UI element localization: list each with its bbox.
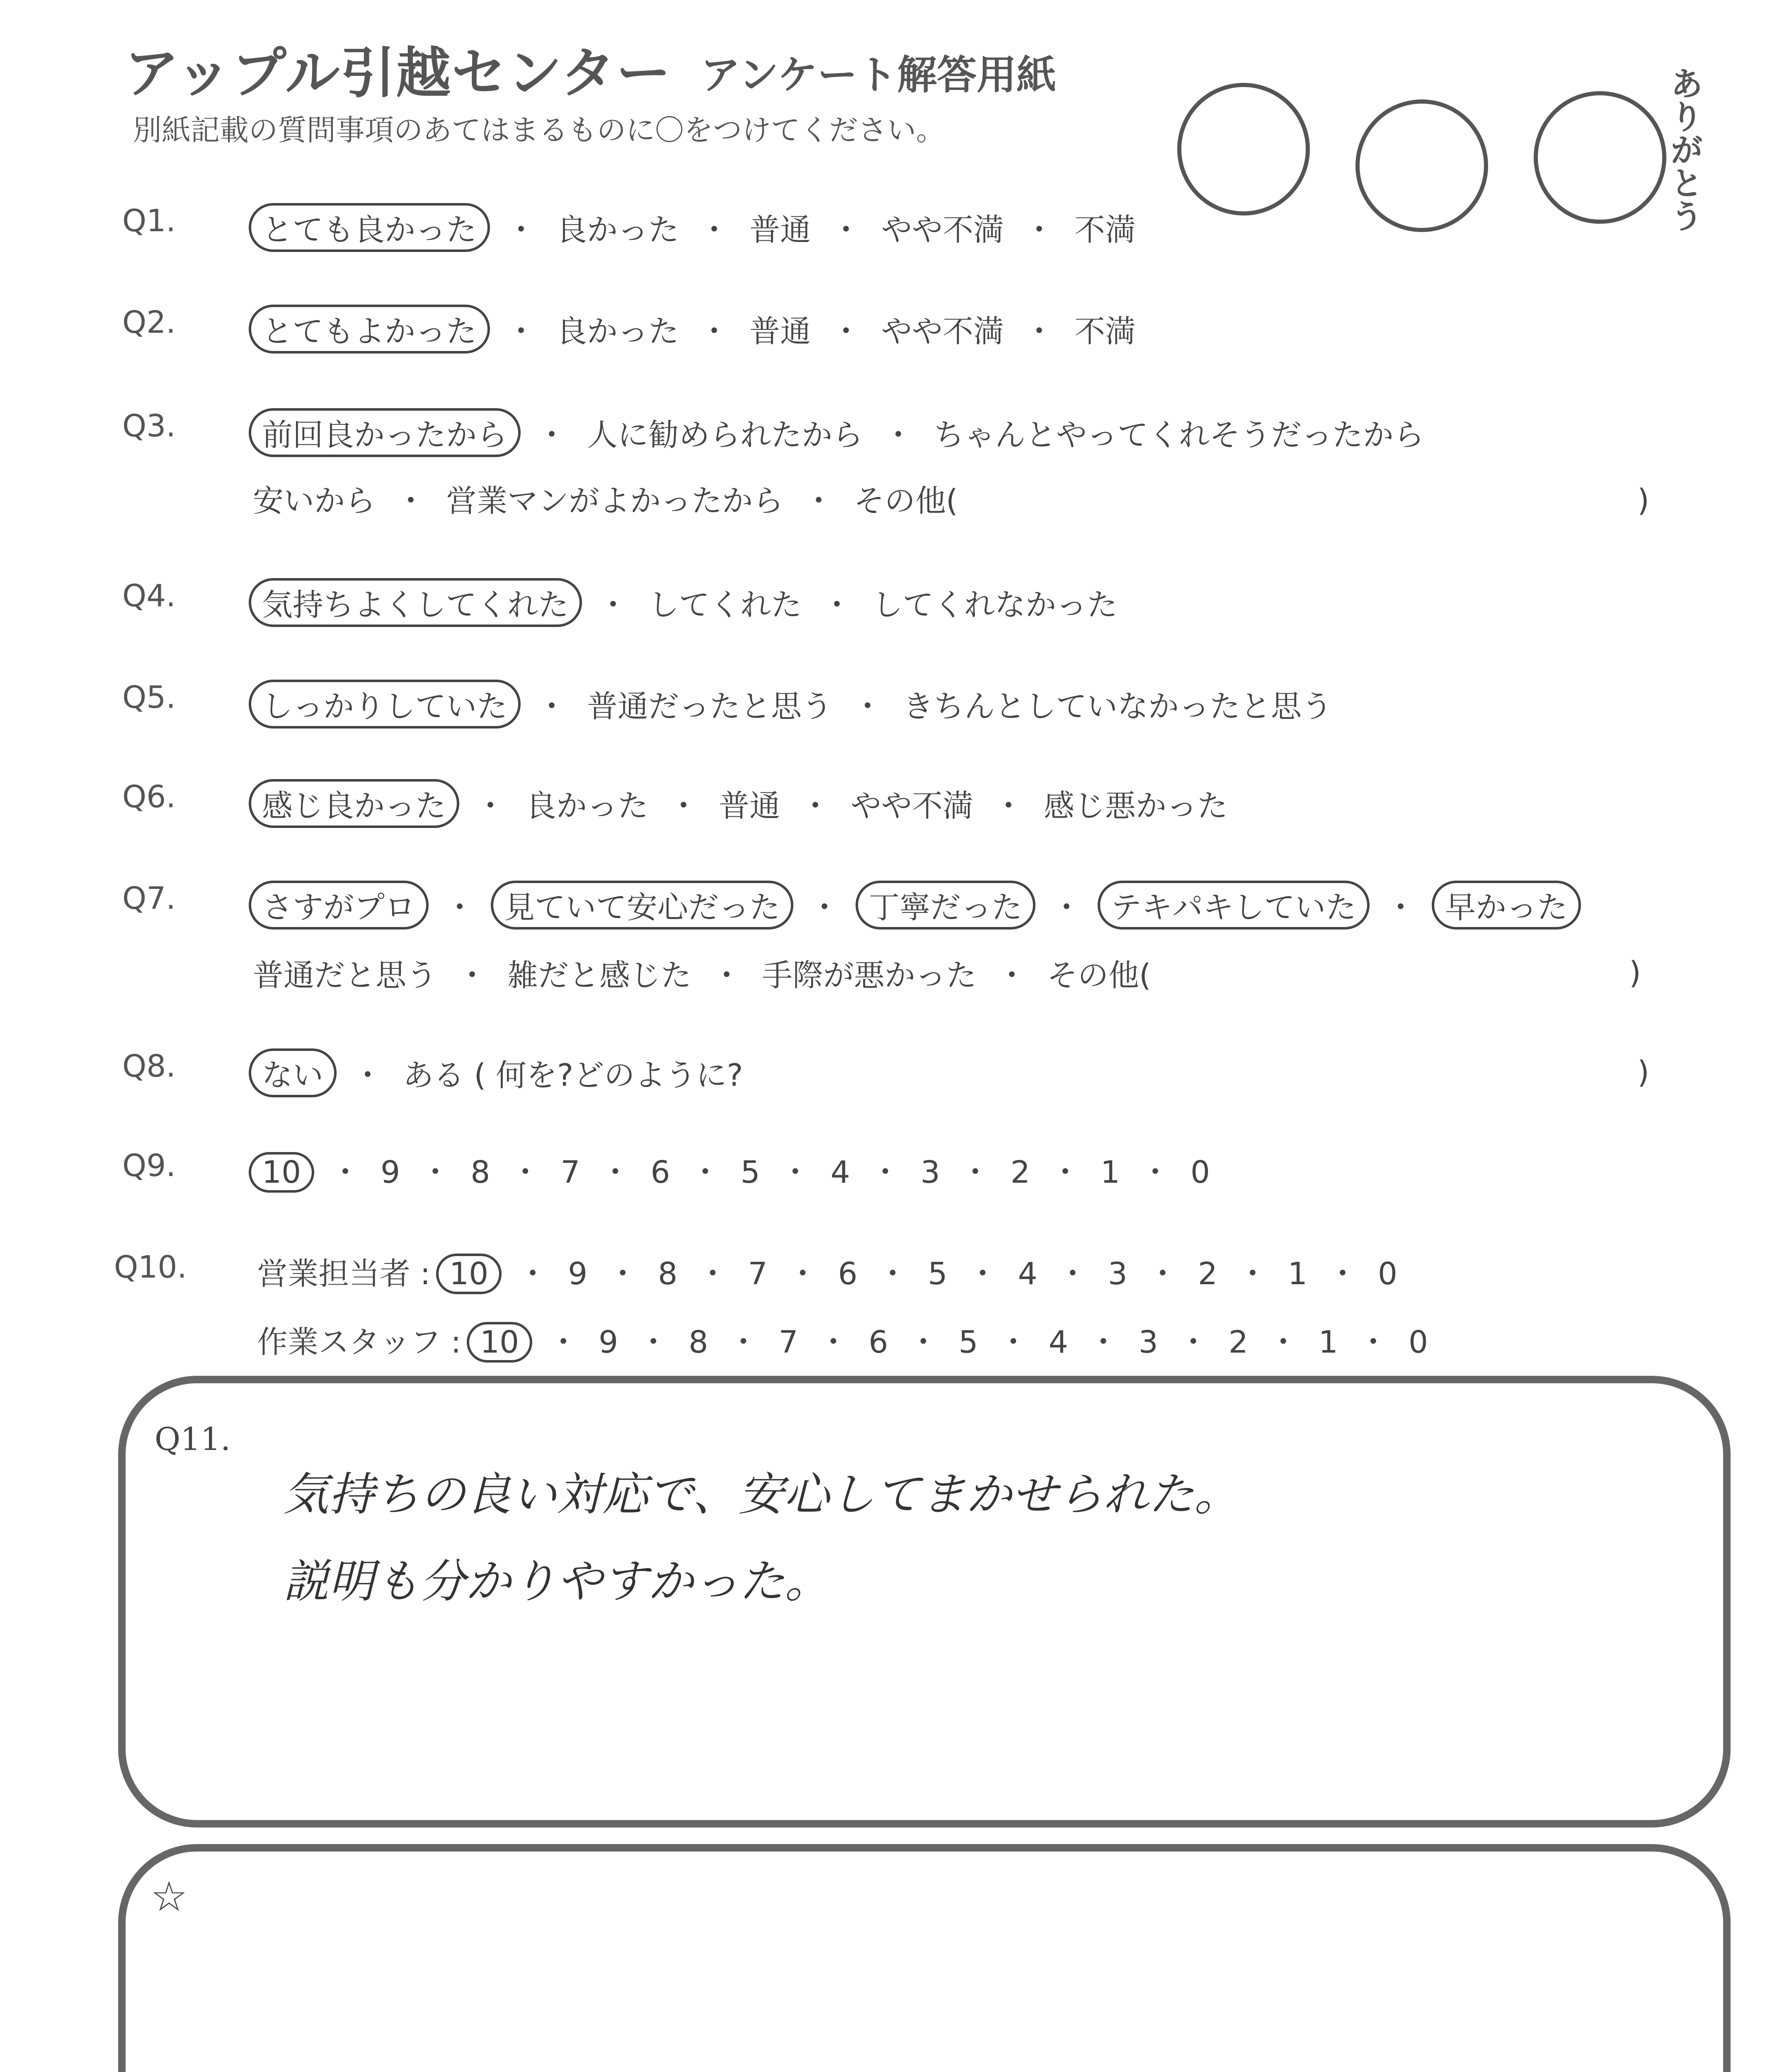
q7-option-circled[interactable]: テキパキしていた: [1098, 881, 1370, 929]
q6-option[interactable]: 普通: [719, 788, 780, 824]
q10-score[interactable]: 0: [1409, 1324, 1428, 1360]
q2-option[interactable]: 不満: [1074, 314, 1136, 349]
q10-sales-row: 営業担当者 : 10 ・ 9 ・ 8 ・ 7 ・ 6 ・ 5 ・ 4 ・ 3 ・ 2 ・ 1 ・ 0: [257, 1249, 1397, 1294]
mascot-group: [1161, 50, 1712, 265]
q1-option-circled[interactable]: とても良かった: [249, 203, 490, 252]
q9-score[interactable]: 6: [650, 1155, 670, 1190]
q3-option[interactable]: 安いから: [253, 483, 376, 519]
q3-option-other[interactable]: その他(: [854, 483, 958, 519]
q10-score[interactable]: 5: [958, 1324, 978, 1360]
q9-score[interactable]: 5: [740, 1155, 760, 1190]
q7-option-circled[interactable]: 丁寧だった: [856, 881, 1035, 929]
q10-score[interactable]: 5: [928, 1256, 948, 1292]
q10-score[interactable]: 0: [1378, 1256, 1398, 1292]
q6-label: Q6.: [122, 779, 176, 815]
q3-option[interactable]: ちゃんとやってくれそうだったから: [933, 417, 1424, 453]
q8-options: ない ・ ある ( 何を?どのように?: [253, 1048, 743, 1097]
q10-score[interactable]: 1: [1318, 1324, 1338, 1360]
q7-option-circled[interactable]: 見ていて安心だった: [491, 881, 793, 929]
q7-option-circled[interactable]: 早かった: [1432, 881, 1581, 929]
q3-option[interactable]: 人に勧められたから: [587, 417, 863, 453]
q8-option[interactable]: ある ( 何を?どのように?: [403, 1058, 743, 1093]
q10-score[interactable]: 2: [1228, 1324, 1248, 1360]
q10-score[interactable]: 7: [778, 1324, 798, 1360]
q8-close-paren: ): [1637, 1055, 1649, 1090]
star-comment-box[interactable]: [118, 1844, 1731, 2072]
q10-score[interactable]: 8: [658, 1256, 678, 1292]
q10-score[interactable]: 2: [1198, 1256, 1217, 1292]
q10-staff-row: 作業スタッフ : 10 ・ 9 ・ 8 ・ 7 ・ 6 ・ 5 ・ 4 ・ 3 ・ 2 ・ 1 ・ 0: [257, 1318, 1428, 1363]
q3-options-line2: 安いから ・ 営業マンがよかったから ・ その他(: [253, 483, 958, 519]
q7-option-other[interactable]: その他(: [1047, 958, 1151, 993]
q6-option-circled[interactable]: 感じ良かった: [249, 779, 459, 828]
q2-option[interactable]: やや不満: [881, 314, 1004, 349]
q10-score[interactable]: 3: [1138, 1324, 1158, 1360]
q2-options: とてもよかった ・ 良かった ・ 普通 ・ やや不満 ・ 不満: [253, 305, 1136, 353]
q11-label: Q11.: [155, 1421, 231, 1457]
q10-sales-score-circled[interactable]: 10: [436, 1254, 502, 1294]
star-icon: ☆: [150, 1872, 188, 1921]
q9-score[interactable]: 1: [1100, 1155, 1120, 1190]
q4-option[interactable]: してくれた: [648, 587, 802, 623]
q9-score[interactable]: 8: [470, 1155, 490, 1190]
mascot-thanks-text: ありがとう: [1665, 66, 1703, 232]
q10-score[interactable]: 7: [748, 1256, 768, 1292]
q10-score[interactable]: 8: [689, 1324, 708, 1360]
q10-score[interactable]: 6: [868, 1324, 888, 1360]
q10-staff-score-circled[interactable]: 10: [467, 1322, 532, 1363]
q5-label: Q5.: [122, 680, 176, 715]
q11-comment-box[interactable]: [118, 1376, 1731, 1828]
q10-score[interactable]: 4: [1048, 1324, 1068, 1360]
q2-option[interactable]: 良かった: [556, 314, 679, 349]
q3-option-circled[interactable]: 前回良かったから: [249, 408, 521, 457]
q8-label: Q8.: [122, 1048, 176, 1084]
q9-score[interactable]: 2: [1010, 1155, 1030, 1190]
q9-score[interactable]: 4: [830, 1155, 850, 1190]
q2-label: Q2.: [122, 305, 176, 340]
q1-option[interactable]: やや不満: [881, 212, 1004, 248]
q1-options: とても良かった ・ 良かった ・ 普通 ・ やや不満 ・ 不満: [253, 203, 1136, 252]
q7-options: さすがプロ ・ 見ていて安心だった ・ 丁寧だった ・ テキパキしていた ・ 早かった: [253, 881, 1577, 929]
q9-score-circled[interactable]: 10: [249, 1152, 314, 1193]
q2-option[interactable]: 普通: [749, 314, 811, 349]
q9-score[interactable]: 0: [1190, 1155, 1210, 1190]
q3-option[interactable]: 営業マンがよかったから: [446, 483, 783, 519]
q4-options: 気持ちよくしてくれた ・ してくれた ・ してくれなかった: [253, 578, 1118, 627]
q9-score[interactable]: 9: [381, 1155, 400, 1190]
q6-options: 感じ良かった ・ 良かった ・ 普通 ・ やや不満 ・ 感じ悪かった: [253, 779, 1228, 828]
q9-score[interactable]: 7: [560, 1155, 580, 1190]
q4-option-circled[interactable]: 気持ちよくしてくれた: [249, 578, 582, 627]
q3-options: 前回良かったから ・ 人に勧められたから ・ ちゃんとやってくれそうだったから: [253, 408, 1424, 457]
instruction-text: 別紙記載の質問事項のあてはまるものに〇をつけてください。: [133, 113, 945, 147]
q7-option[interactable]: 手際が悪かった: [762, 958, 977, 993]
q10-staff-label: 作業スタッフ :: [257, 1324, 461, 1360]
company-title: アップル引越センター: [124, 41, 672, 105]
q5-options: しっかりしていた ・ 普通だったと思う ・ きちんとしていなかったと思う: [253, 680, 1332, 729]
q6-option[interactable]: やや不満: [851, 788, 973, 824]
q9-score[interactable]: 3: [920, 1155, 940, 1190]
monkey-mascot-3: [1534, 91, 1666, 224]
form-subtitle: アンケート解答用紙: [701, 52, 1057, 98]
q7-option-circled[interactable]: さすがプロ: [249, 881, 429, 929]
q6-option[interactable]: 感じ悪かった: [1044, 788, 1228, 824]
q10-sales-label: 営業担当者 :: [257, 1256, 431, 1292]
q9-scale: 10 ・ 9 ・ 8 ・ 7 ・ 6 ・ 5 ・ 4 ・ 3 ・ 2 ・ 1 ・ 0: [253, 1148, 1210, 1193]
q1-option[interactable]: 良かった: [556, 212, 679, 248]
q7-close-paren: ): [1629, 955, 1641, 991]
q11-handwritten-line2: 説明も分かりやすかった。: [283, 1555, 830, 1608]
q10-score[interactable]: 6: [838, 1256, 858, 1292]
q7-label: Q7.: [122, 881, 176, 916]
q9-label: Q9.: [122, 1148, 176, 1184]
q6-option[interactable]: 良かった: [526, 788, 648, 824]
q7-option[interactable]: 雑だと感じた: [507, 958, 691, 993]
q10-score[interactable]: 9: [599, 1324, 618, 1360]
q4-label: Q4.: [122, 578, 176, 614]
q1-label: Q1.: [122, 203, 176, 239]
q10-score[interactable]: 4: [1018, 1256, 1038, 1292]
q10-label: Q10.: [114, 1249, 187, 1285]
q5-option[interactable]: 普通だったと思う: [587, 689, 832, 724]
q7-options-line2: 普通だと思う ・ 雑だと感じた ・ 手際が悪かった ・ その他(: [253, 958, 1151, 993]
q8-option-circled[interactable]: ない: [249, 1048, 337, 1097]
q5-option-circled[interactable]: しっかりしていた: [249, 680, 521, 729]
q3-close-paren: ): [1637, 483, 1649, 518]
q10-score[interactable]: 3: [1108, 1256, 1127, 1292]
monkey-mascot-2: [1355, 99, 1488, 232]
q5-option[interactable]: きちんとしていなかったと思う: [903, 689, 1332, 724]
q10-score[interactable]: 1: [1287, 1256, 1308, 1292]
q1-option[interactable]: 不満: [1074, 212, 1136, 248]
q10-score[interactable]: 9: [568, 1256, 588, 1292]
q1-option[interactable]: 普通: [749, 212, 811, 248]
q11-handwritten-line1: 気持ちの良い対応で、安心してまかせられた。: [283, 1468, 1240, 1521]
q4-option[interactable]: してくれなかった: [872, 587, 1118, 623]
q3-label: Q3.: [122, 408, 176, 444]
q7-option[interactable]: 普通だと思う: [253, 958, 437, 993]
monkey-mascot-1: [1177, 83, 1310, 215]
q2-option-circled[interactable]: とてもよかった: [249, 305, 490, 353]
